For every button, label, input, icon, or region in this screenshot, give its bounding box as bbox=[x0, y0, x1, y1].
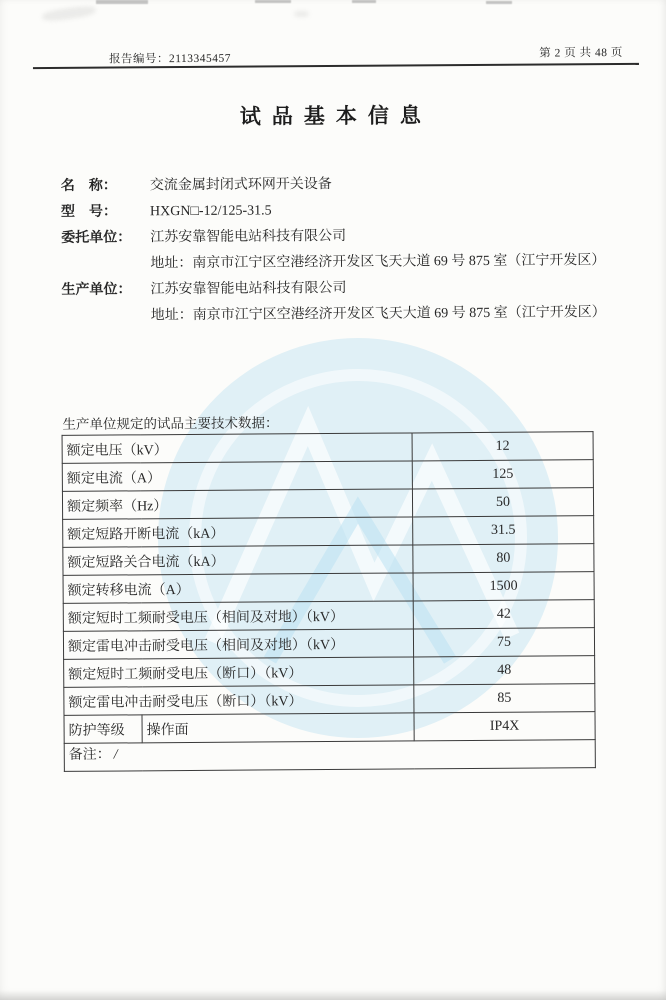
field-manufacturer-address: 地址：南京市江宁区空港经济开发区飞天大道 69 号 875 室（江宁开发区） bbox=[150, 305, 606, 324]
row-value: 1500 bbox=[413, 572, 594, 601]
basic-info-section bbox=[61, 170, 614, 330]
table-row bbox=[64, 656, 595, 688]
protection-label: 防护等级 bbox=[64, 715, 142, 744]
field-manufacturer-value: 江苏安靠智能电站科技有限公司 bbox=[150, 280, 347, 298]
field-name-label: 名 称： bbox=[60, 178, 117, 194]
row-value: 85 bbox=[414, 684, 595, 713]
report-number bbox=[109, 50, 231, 67]
row-label: 额定短路开断电流（kA） bbox=[63, 517, 413, 547]
table-row bbox=[62, 432, 593, 464]
field-name-value: 交流金属封闭式环网开关设备 bbox=[149, 177, 332, 194]
field-client-value: 江苏安靠智能电站科技有限公司 bbox=[150, 228, 347, 246]
page-indicator: 第 2 页 共 48 页 bbox=[539, 46, 623, 60]
row-value: 42 bbox=[413, 600, 594, 629]
row-value: 80 bbox=[413, 544, 594, 573]
scan-artifact bbox=[96, 0, 148, 4]
row-label: 额定电压（kV） bbox=[62, 433, 412, 463]
row-value: 75 bbox=[413, 628, 594, 657]
table-row bbox=[62, 460, 593, 492]
field-client-address: 地址：南京市江宁区空港经济开发区飞天大道 69 号 875 室（江宁开发区） bbox=[150, 253, 606, 272]
table-row bbox=[62, 488, 593, 520]
table-row bbox=[63, 572, 594, 604]
scan-bottom-shadow bbox=[0, 990, 666, 1000]
table-row bbox=[63, 516, 594, 548]
table-row bbox=[64, 684, 595, 716]
protection-row bbox=[64, 712, 595, 744]
field-model bbox=[61, 196, 613, 226]
scan-artifact bbox=[255, 0, 291, 3]
field-manufacturer-label: 生产单位： bbox=[61, 282, 132, 298]
row-label: 额定短路关合电流（kA） bbox=[63, 545, 413, 575]
protection-sub-label: 操作面 bbox=[142, 713, 414, 743]
field-model-label: 型 号： bbox=[60, 204, 118, 220]
remark-row bbox=[64, 740, 595, 772]
row-value: 12 bbox=[412, 432, 593, 461]
report-number-label: 报告编号： bbox=[108, 53, 169, 66]
remark-label: 备注： bbox=[68, 747, 111, 763]
tech-data-table bbox=[62, 431, 596, 772]
row-label: 额定转移电流（A） bbox=[63, 573, 413, 603]
table-row bbox=[63, 600, 594, 632]
scan-artifact bbox=[486, 1, 512, 4]
row-label: 额定雷电冲击耐受电压（相间及对地）（kV） bbox=[63, 629, 413, 659]
field-client bbox=[61, 222, 613, 252]
table-row bbox=[63, 628, 594, 660]
row-label: 额定短时工频耐受电压（相间及对地）（kV） bbox=[63, 601, 413, 631]
row-value: 48 bbox=[414, 656, 595, 685]
row-value: 50 bbox=[412, 488, 593, 517]
scan-artifact bbox=[352, 0, 376, 3]
row-label: 额定短时工频耐受电压（断口）（kV） bbox=[64, 657, 414, 687]
row-label: 额定频率（Hz） bbox=[62, 489, 412, 519]
remark-cell bbox=[64, 740, 595, 772]
field-client-label: 委托单位： bbox=[61, 230, 132, 246]
tech-data-intro: 生产单位规定的试品主要技术数据： bbox=[62, 415, 279, 432]
field-model-value: HXGN□-12/125-31.5 bbox=[149, 203, 272, 220]
report-number-value: 2113345457 bbox=[168, 52, 232, 66]
row-label: 额定雷电冲击耐受电压（断口）（kV） bbox=[64, 685, 414, 715]
table-row bbox=[63, 544, 594, 576]
page-title: 试品基本信息 bbox=[239, 103, 432, 129]
row-label: 额定电流（A） bbox=[62, 461, 412, 491]
row-value: 125 bbox=[412, 460, 593, 489]
field-name bbox=[61, 170, 613, 200]
scan-smudge bbox=[294, 11, 309, 17]
remark-value: / bbox=[113, 747, 118, 763]
field-manufacturer bbox=[61, 274, 613, 304]
protection-value: IP4X bbox=[414, 712, 595, 741]
row-value: 31.5 bbox=[413, 516, 594, 545]
